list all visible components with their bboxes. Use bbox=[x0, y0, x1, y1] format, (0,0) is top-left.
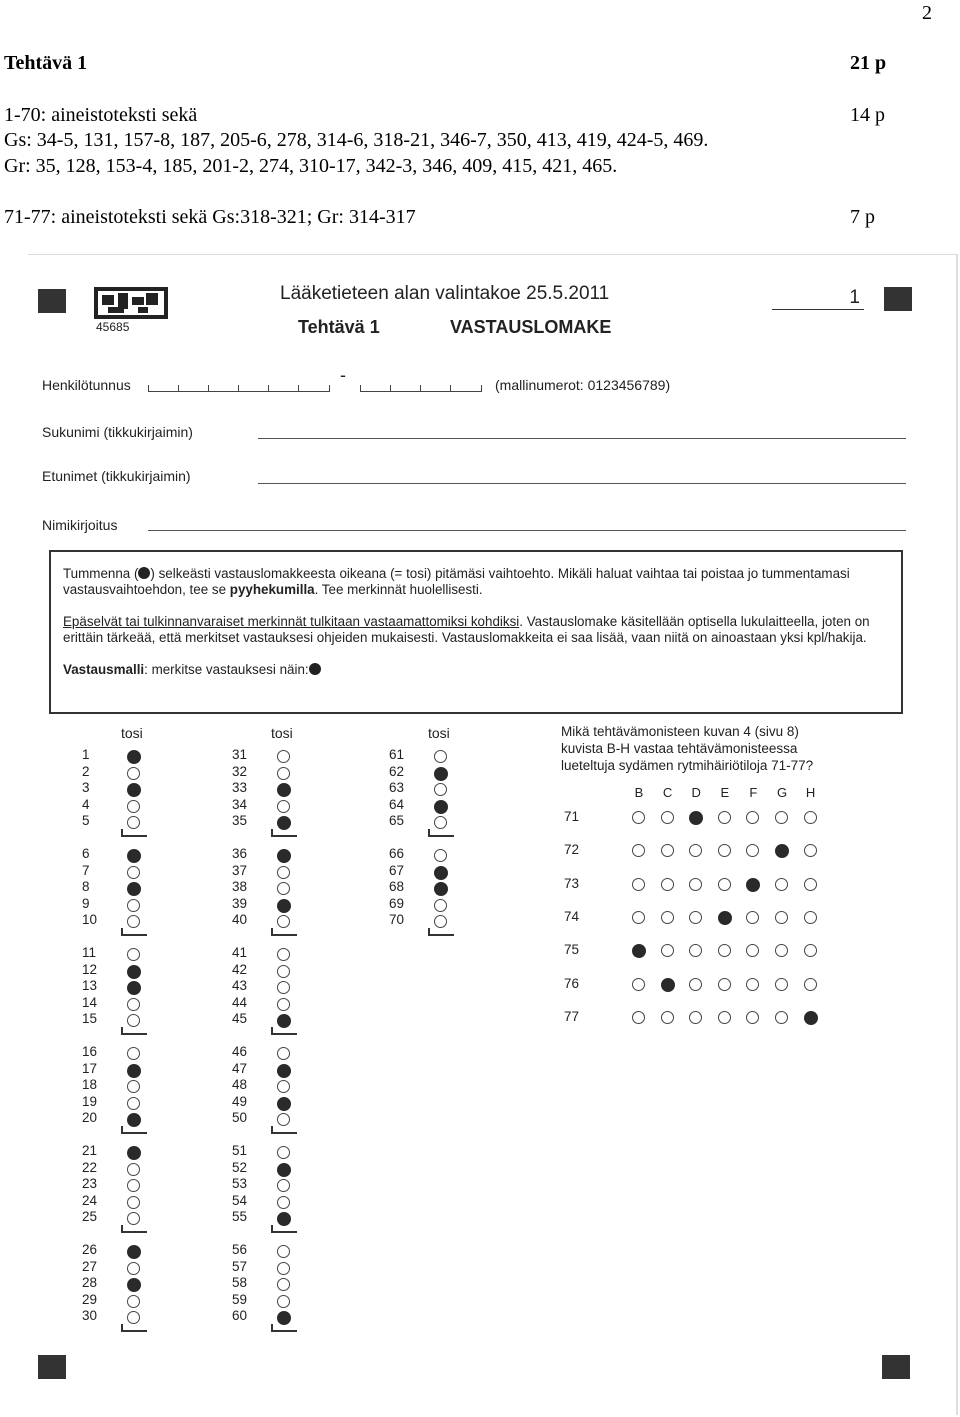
group-separator bbox=[430, 934, 454, 936]
answer-bubble-16[interactable] bbox=[127, 1047, 140, 1060]
answer-bubble-26[interactable] bbox=[127, 1245, 141, 1259]
registration-mark-top-right bbox=[884, 287, 912, 311]
question-number-28: 28 bbox=[82, 1275, 98, 1291]
answer-bubble-36[interactable] bbox=[277, 849, 291, 863]
question-number-63: 63 bbox=[389, 780, 405, 796]
question-number-15: 15 bbox=[82, 1011, 98, 1027]
answer-bubble-49[interactable] bbox=[277, 1097, 291, 1111]
answer-bubble-3[interactable] bbox=[127, 783, 141, 797]
question-number-42: 42 bbox=[232, 961, 248, 977]
question-number-50: 50 bbox=[232, 1110, 248, 1126]
group-separator bbox=[123, 1132, 147, 1134]
question-number-72: 72 bbox=[564, 842, 580, 858]
question-number-77: 77 bbox=[564, 1008, 580, 1024]
source-line-gr: Gr: 35, 128, 153-4, 185, 201-2, 274, 310-17, 342-3, 346, 409, 415, 421, 465. bbox=[4, 155, 618, 177]
answer-bubble-63[interactable] bbox=[434, 783, 447, 796]
task-points: 21 p bbox=[850, 52, 887, 74]
choice-bubble-73-d[interactable] bbox=[689, 878, 702, 891]
choice-bubble-77-h[interactable] bbox=[804, 1011, 818, 1025]
question-number-14: 14 bbox=[82, 994, 98, 1010]
choice-letter-d: D bbox=[691, 785, 701, 800]
question-number-66: 66 bbox=[389, 846, 405, 861]
question-number-55: 55 bbox=[232, 1209, 248, 1225]
choice-bubble-77-b[interactable] bbox=[632, 1011, 645, 1024]
question-number-44: 44 bbox=[232, 994, 248, 1010]
answer-bubble-46[interactable] bbox=[277, 1047, 290, 1060]
answer-bubble-25[interactable] bbox=[127, 1212, 140, 1225]
instruction-box bbox=[49, 550, 903, 714]
choice-bubble-76-c[interactable] bbox=[661, 978, 675, 992]
answer-bubble-22[interactable] bbox=[127, 1163, 140, 1176]
group-separator bbox=[123, 1231, 147, 1233]
answer-bubble-11[interactable] bbox=[127, 948, 140, 961]
question-number-59: 59 bbox=[232, 1291, 248, 1307]
question-number-11: 11 bbox=[82, 945, 97, 960]
question-number-36: 36 bbox=[232, 846, 248, 861]
choice-bubble-76-b[interactable] bbox=[632, 978, 645, 991]
question-number-62: 62 bbox=[389, 763, 405, 779]
instruction-paragraph-1: Tummenna ( ) selkeästi vastauslomakkeesta oikeana (= tosi) pitämäsi vaihtoehto. Mikäli haluat vaihtaa tai poistaa jo tummentamasi vastausvaihtoehdon, tee se pyyhekumilla. Tee merkinnät huolellisesti. bbox=[63, 566, 850, 597]
answer-bubble-5[interactable] bbox=[127, 816, 140, 829]
answer-bubble-62[interactable] bbox=[434, 767, 448, 781]
answer-bubble-31[interactable] bbox=[277, 750, 290, 763]
etunimet-label: Etunimet (tikkukirjaimin) bbox=[42, 468, 191, 484]
answer-bubble-20[interactable] bbox=[127, 1113, 141, 1127]
group-separator bbox=[123, 934, 147, 936]
group-separator bbox=[273, 1330, 297, 1332]
question-number-31: 31 bbox=[232, 747, 248, 762]
question-number-33: 33 bbox=[232, 780, 248, 796]
question-number-47: 47 bbox=[232, 1060, 248, 1076]
question-number-41: 41 bbox=[232, 945, 248, 960]
registration-mark-bottom-right bbox=[882, 1355, 910, 1379]
question-number-49: 49 bbox=[232, 1093, 248, 1109]
answer-bubble-28[interactable] bbox=[127, 1278, 141, 1292]
choice-letter-b: B bbox=[634, 785, 644, 800]
choice-bubble-75-f[interactable] bbox=[746, 944, 759, 957]
group-separator bbox=[273, 1132, 297, 1134]
question-number-39: 39 bbox=[232, 895, 248, 911]
answer-bubble-61[interactable] bbox=[434, 750, 447, 763]
sukunimi-label: Sukunimi (tikkukirjaimin) bbox=[42, 424, 193, 440]
etunimet-field[interactable] bbox=[258, 483, 906, 484]
question-number-2: 2 bbox=[82, 763, 90, 779]
question-number-23: 23 bbox=[82, 1176, 98, 1192]
choice-bubble-77-e[interactable] bbox=[718, 1011, 731, 1024]
filled-bubble-icon bbox=[309, 663, 321, 675]
form-page-box bbox=[772, 289, 864, 310]
choice-bubble-75-d[interactable] bbox=[689, 944, 702, 957]
question-number-7: 7 bbox=[82, 862, 90, 878]
instruction-paragraph-3: Vastausmalli: merkitse vastauksesi näin: bbox=[51, 662, 901, 678]
question-number-71: 71 bbox=[564, 809, 580, 824]
answer-bubble-12[interactable] bbox=[127, 965, 141, 979]
source-line-71-77-points: 7 p bbox=[850, 206, 875, 228]
question-number-40: 40 bbox=[232, 912, 248, 928]
choice-bubble-71-e[interactable] bbox=[718, 811, 731, 824]
page-number: 2 bbox=[922, 2, 932, 24]
source-line-gs: Gs: 34-5, 131, 157-8, 187, 205-6, 278, 314-6, 318-21, 346-7, 350, 413, 419, 424-5, 469. bbox=[4, 129, 709, 151]
question-number-46: 46 bbox=[232, 1044, 248, 1059]
choice-bubble-77-c[interactable] bbox=[661, 1011, 674, 1024]
group-separator bbox=[273, 1033, 297, 1035]
answer-bubble-48[interactable] bbox=[277, 1080, 290, 1093]
choice-bubble-72-d[interactable] bbox=[689, 844, 702, 857]
choice-bubble-77-f[interactable] bbox=[746, 1011, 759, 1024]
choice-bubble-71-d[interactable] bbox=[689, 811, 703, 825]
form-type: VASTAUSLOMAKE bbox=[450, 317, 612, 337]
choice-letter-f: F bbox=[749, 785, 758, 800]
choice-bubble-71-h[interactable] bbox=[804, 811, 817, 824]
filled-bubble-icon bbox=[138, 567, 150, 579]
answer-bubble-19[interactable] bbox=[127, 1097, 140, 1110]
question-number-29: 29 bbox=[82, 1291, 98, 1307]
choice-bubble-76-f[interactable] bbox=[746, 978, 759, 991]
choice-bubble-76-e[interactable] bbox=[718, 978, 731, 991]
answer-bubble-52[interactable] bbox=[277, 1163, 291, 1177]
answer-bubble-6[interactable] bbox=[127, 849, 141, 863]
task-title: Tehtävä 1 bbox=[4, 52, 88, 74]
answer-bubble-60[interactable] bbox=[277, 1311, 291, 1325]
nimikirjoitus-field[interactable] bbox=[148, 530, 906, 531]
answer-bubble-64[interactable] bbox=[434, 800, 448, 814]
answer-bubble-34[interactable] bbox=[277, 800, 290, 813]
henkilotunnus-dash: - bbox=[340, 365, 346, 385]
source-line-1-points: 14 p bbox=[850, 104, 885, 126]
answer-bubble-59[interactable] bbox=[277, 1295, 290, 1308]
answer-bubble-70[interactable] bbox=[434, 915, 447, 928]
group-separator bbox=[123, 1330, 147, 1332]
source-line-71-77: 71-77: aineistoteksti sekä Gs:318-321; Gr: 314-317 bbox=[4, 206, 416, 228]
choice-bubble-71-g[interactable] bbox=[775, 811, 788, 824]
question-number-8: 8 bbox=[82, 879, 90, 895]
question-number-26: 26 bbox=[82, 1242, 98, 1257]
choice-bubble-74-h[interactable] bbox=[804, 911, 817, 924]
question-number-12: 12 bbox=[82, 961, 98, 977]
question-number-56: 56 bbox=[232, 1242, 248, 1257]
choice-letter-c: C bbox=[662, 785, 673, 800]
question-number-21: 21 bbox=[82, 1143, 98, 1158]
henkilotunnus-date-field[interactable] bbox=[148, 383, 330, 392]
sukunimi-field[interactable] bbox=[258, 438, 906, 439]
question-number-51: 51 bbox=[232, 1143, 248, 1158]
question-number-35: 35 bbox=[232, 813, 248, 829]
answer-bubble-56[interactable] bbox=[277, 1245, 290, 1258]
group-separator bbox=[273, 835, 297, 837]
answer-bubble-24[interactable] bbox=[127, 1196, 140, 1209]
question-number-10: 10 bbox=[82, 912, 98, 928]
group-separator bbox=[273, 1231, 297, 1233]
question-number-17: 17 bbox=[82, 1060, 98, 1076]
question-number-43: 43 bbox=[232, 978, 248, 994]
answer-bubble-69[interactable] bbox=[434, 899, 447, 912]
henkilotunnus-suffix-field[interactable] bbox=[360, 383, 482, 392]
answer-bubble-55[interactable] bbox=[277, 1212, 291, 1226]
answer-bubble-17[interactable] bbox=[127, 1064, 141, 1078]
answer-bubble-57[interactable] bbox=[277, 1262, 290, 1275]
choice-bubble-73-b[interactable] bbox=[632, 878, 645, 891]
choice-bubble-71-c[interactable] bbox=[661, 811, 674, 824]
question-number-68: 68 bbox=[389, 879, 405, 895]
choice-bubble-72-e[interactable] bbox=[718, 844, 731, 857]
question-number-4: 4 bbox=[82, 796, 90, 812]
group-separator bbox=[123, 1033, 147, 1035]
answer-bubble-35[interactable] bbox=[277, 816, 291, 830]
answer-bubble-29[interactable] bbox=[127, 1295, 140, 1308]
answer-bubble-9[interactable] bbox=[127, 899, 140, 912]
question-number-16: 16 bbox=[82, 1044, 98, 1059]
choice-bubble-77-g[interactable] bbox=[775, 1011, 788, 1024]
choice-bubble-72-c[interactable] bbox=[661, 844, 674, 857]
question-number-64: 64 bbox=[389, 796, 405, 812]
answer-bubble-4[interactable] bbox=[127, 800, 140, 813]
choice-bubble-76-g[interactable] bbox=[775, 978, 788, 991]
choice-bubble-73-g[interactable] bbox=[775, 878, 788, 891]
answer-bubble-51[interactable] bbox=[277, 1146, 290, 1159]
tosi-column-header-3: tosi bbox=[428, 725, 450, 741]
answer-bubble-15[interactable] bbox=[127, 1014, 140, 1027]
choice-bubble-77-d[interactable] bbox=[689, 1011, 702, 1024]
registration-mark-bottom-left bbox=[38, 1355, 66, 1379]
tosi-column-header-1: tosi bbox=[121, 725, 143, 741]
question-number-19: 19 bbox=[82, 1093, 98, 1109]
question-number-38: 38 bbox=[232, 879, 248, 895]
question-number-76: 76 bbox=[564, 975, 580, 991]
answer-bubble-44[interactable] bbox=[277, 998, 290, 1011]
question-number-24: 24 bbox=[82, 1192, 98, 1208]
answer-bubble-65[interactable] bbox=[434, 816, 447, 829]
group-separator bbox=[273, 934, 297, 936]
choice-bubble-76-h[interactable] bbox=[804, 978, 817, 991]
choice-bubble-72-f[interactable] bbox=[746, 844, 759, 857]
choice-bubble-71-b[interactable] bbox=[632, 811, 645, 824]
choice-bubble-74-d[interactable] bbox=[689, 911, 702, 924]
question-number-60: 60 bbox=[232, 1308, 248, 1324]
answer-bubble-33[interactable] bbox=[277, 783, 291, 797]
answer-bubble-47[interactable] bbox=[277, 1064, 291, 1078]
choice-bubble-75-c[interactable] bbox=[661, 944, 674, 957]
choice-bubble-72-b[interactable] bbox=[632, 844, 645, 857]
answer-bubble-10[interactable] bbox=[127, 915, 140, 928]
choice-bubble-73-h[interactable] bbox=[804, 878, 817, 891]
choice-bubble-74-f[interactable] bbox=[746, 911, 759, 924]
form-task: Tehtävä 1 bbox=[298, 317, 380, 337]
answer-bubble-45[interactable] bbox=[277, 1014, 291, 1028]
question-number-53: 53 bbox=[232, 1176, 248, 1192]
answer-bubble-7[interactable] bbox=[127, 866, 140, 879]
choice-bubble-75-b[interactable] bbox=[632, 944, 646, 958]
choice-bubble-71-f[interactable] bbox=[746, 811, 759, 824]
registration-mark-top-left bbox=[38, 289, 66, 313]
choice-letter-h: H bbox=[805, 785, 816, 800]
question-number-73: 73 bbox=[564, 875, 580, 891]
question-number-61: 61 bbox=[389, 747, 405, 762]
answer-form bbox=[28, 254, 958, 1415]
choice-bubble-74-b[interactable] bbox=[632, 911, 645, 924]
question-number-18: 18 bbox=[82, 1077, 98, 1093]
answer-bubble-54[interactable] bbox=[277, 1196, 290, 1209]
choice-bubble-75-h[interactable] bbox=[804, 944, 817, 957]
question-number-58: 58 bbox=[232, 1275, 248, 1291]
question-number-25: 25 bbox=[82, 1209, 98, 1225]
answer-bubble-43[interactable] bbox=[277, 981, 290, 994]
question-number-74: 74 bbox=[564, 908, 580, 924]
question-number-32: 32 bbox=[232, 763, 248, 779]
answer-bubble-53[interactable] bbox=[277, 1179, 290, 1192]
answer-bubble-50[interactable] bbox=[277, 1113, 290, 1126]
source-line-1: 1-70: aineistoteksti sekä bbox=[4, 104, 198, 126]
nimikirjoitus-label: Nimikirjoitus bbox=[42, 517, 118, 533]
model-numbers-hint: (mallinumerot: 0123456789) bbox=[495, 377, 671, 393]
answer-bubble-13[interactable] bbox=[127, 981, 141, 995]
choice-bubble-75-e[interactable] bbox=[718, 944, 731, 957]
answer-bubble-66[interactable] bbox=[434, 849, 447, 862]
answer-bubble-2[interactable] bbox=[127, 767, 140, 780]
choice-bubble-76-d[interactable] bbox=[689, 978, 702, 991]
choice-bubble-75-g[interactable] bbox=[775, 944, 788, 957]
choice-bubble-73-e[interactable] bbox=[718, 878, 731, 891]
answer-bubble-38[interactable] bbox=[277, 882, 290, 895]
choice-bubble-72-g[interactable] bbox=[775, 844, 789, 858]
answer-bubble-27[interactable] bbox=[127, 1262, 140, 1275]
group-separator bbox=[123, 835, 147, 837]
answer-bubble-23[interactable] bbox=[127, 1179, 140, 1192]
question-number-9: 9 bbox=[82, 895, 90, 911]
instruction-paragraph-2: Epäselvät tai tulkinnanvaraiset merkinnät tulkitaan vastaamattomiksi kohdiksi. Vastauslomake käsitellään optisella lukulaitteella, joten on erittäin tärkeää, että merkitset vastauksesi ohjeiden mukaisesti. Vastauslomakkeita ei saa lisää, vaan niitä on ainoastaan yksi kpl/hakija. bbox=[63, 614, 870, 645]
answer-bubble-68[interactable] bbox=[434, 882, 448, 896]
question-number-70: 70 bbox=[389, 912, 405, 928]
answer-bubble-8[interactable] bbox=[127, 882, 141, 896]
question-number-48: 48 bbox=[232, 1077, 248, 1093]
question-number-52: 52 bbox=[232, 1159, 248, 1175]
answer-bubble-1[interactable] bbox=[127, 750, 141, 764]
choice-bubble-73-f[interactable] bbox=[746, 878, 760, 892]
answer-bubble-18[interactable] bbox=[127, 1080, 140, 1093]
answer-bubble-67[interactable] bbox=[434, 866, 448, 880]
question-number-30: 30 bbox=[82, 1308, 98, 1324]
form-title: Lääketieteen alan valintakoe 25.5.2011 bbox=[280, 283, 610, 304]
choice-bubble-72-h[interactable] bbox=[804, 844, 817, 857]
answer-bubble-21[interactable] bbox=[127, 1146, 141, 1160]
question-number-34: 34 bbox=[232, 796, 248, 812]
question-number-57: 57 bbox=[232, 1258, 248, 1274]
question-number-69: 69 bbox=[389, 895, 405, 911]
question-number-6: 6 bbox=[82, 846, 90, 861]
choice-letter-g: G bbox=[776, 785, 788, 800]
answer-bubble-58[interactable] bbox=[277, 1278, 290, 1291]
question-number-67: 67 bbox=[389, 862, 405, 878]
answer-bubble-32[interactable] bbox=[277, 767, 290, 780]
form-number: 45685 bbox=[96, 320, 130, 334]
answer-bubble-14[interactable] bbox=[127, 998, 140, 1011]
question-number-5: 5 bbox=[82, 813, 90, 829]
tosi-column-header-2: tosi bbox=[271, 725, 293, 741]
question-number-3: 3 bbox=[82, 780, 90, 796]
answer-bubble-39[interactable] bbox=[277, 899, 291, 913]
question-number-37: 37 bbox=[232, 862, 248, 878]
form-barcode bbox=[94, 287, 168, 319]
question-number-1: 1 bbox=[82, 747, 90, 762]
rhythm-question: Mikä tehtävämonisteen kuvan 4 (sivu 8) kuvista B-H vastaa tehtävämonisteessa lueteltuja sydämen rytmihäiriötiloja 71-77? bbox=[561, 724, 814, 773]
group-separator bbox=[430, 835, 454, 837]
answer-bubble-40[interactable] bbox=[277, 915, 290, 928]
question-number-75: 75 bbox=[564, 942, 580, 958]
answer-bubble-30[interactable] bbox=[127, 1311, 140, 1324]
choice-letter-e: E bbox=[720, 785, 730, 800]
answer-bubble-37[interactable] bbox=[277, 866, 290, 879]
question-number-65: 65 bbox=[389, 813, 405, 829]
question-number-27: 27 bbox=[82, 1258, 98, 1274]
henkilotunnus-label: Henkilötunnus bbox=[42, 377, 131, 393]
answer-bubble-42[interactable] bbox=[277, 965, 290, 978]
choice-bubble-73-c[interactable] bbox=[661, 878, 674, 891]
question-number-22: 22 bbox=[82, 1159, 98, 1175]
question-number-54: 54 bbox=[232, 1192, 248, 1208]
answer-bubble-41[interactable] bbox=[277, 948, 290, 961]
question-number-13: 13 bbox=[82, 978, 98, 994]
question-number-45: 45 bbox=[232, 1011, 248, 1027]
question-number-20: 20 bbox=[82, 1110, 98, 1126]
choice-bubble-74-e[interactable] bbox=[718, 911, 732, 925]
form-page-number: 1 bbox=[849, 287, 860, 308]
choice-bubble-74-c[interactable] bbox=[661, 911, 674, 924]
choice-bubble-74-g[interactable] bbox=[775, 911, 788, 924]
